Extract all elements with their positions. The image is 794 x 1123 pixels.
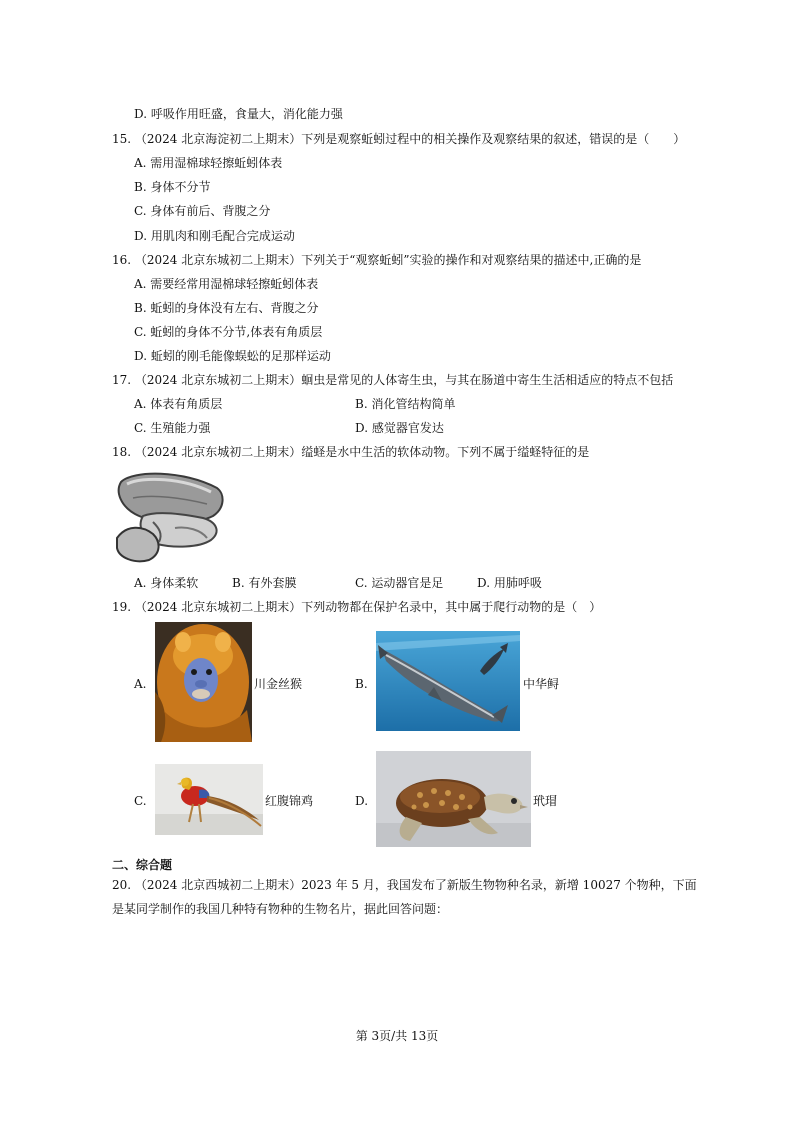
section-title-comprehensive: 二、综合题	[112, 858, 173, 872]
q15-option-b: B. 身体不分节	[134, 180, 211, 194]
q17-option-a: A. 体表有角质层	[134, 397, 223, 411]
page-footer: 第 3页/共 13页	[355, 1029, 439, 1043]
q18-option-d: D. 用肺呼吸	[477, 576, 542, 590]
q19-option-b-label: 中华鲟	[523, 677, 560, 691]
q17-option-b: B. 消化管结构简单	[355, 397, 456, 411]
q19-option-c-letter: C.	[134, 794, 147, 808]
hawksbill-turtle-image	[376, 751, 531, 847]
chinese-sturgeon-image	[376, 631, 520, 731]
q20-stem-line2: 是某同学制作的我国几种特有物种的生物名片，据此回答问题：	[112, 902, 449, 916]
q16-stem: 16. （2024 北京东城初二上期末）下列关于“观察蚯蚓”实验的操作和对观察结果的描述中,正确的是	[112, 253, 642, 267]
q15-stem: 15. （2024 北京海淀初二上期末）下列是观察蚯蚓过程中的相关操作及观察结果的叙述，错误的是（ ）	[112, 132, 686, 146]
q19-option-a-letter: A.	[134, 677, 147, 691]
q19-option-b-letter: B.	[355, 677, 368, 691]
q18-option-c: C. 运动器官是足	[355, 576, 444, 590]
q15-option-c: C. 身体有前后、背腹之分	[134, 204, 271, 218]
q16-option-c: C. 蚯蚓的身体不分节,体表有角质层	[134, 325, 323, 339]
golden-pheasant-image	[155, 764, 263, 835]
q19-option-c-label: 红腹锦鸡	[265, 794, 314, 808]
q17-option-c: C. 生殖能力强	[134, 421, 211, 435]
q19-option-d-label: 玳瑁	[533, 794, 558, 808]
razor-clam-image	[113, 468, 227, 564]
q18-option-a: A. 身体柔软	[134, 576, 199, 590]
q18-stem: 18. （2024 北京东城初二上期末）缢蛏是水中生活的软体动物。下列不属于缢蛏特征的是	[112, 445, 590, 459]
q16-option-b: B. 蚯蚓的身体没有左右、背腹之分	[134, 301, 319, 315]
q20-stem-line1: 20. （2024 北京西城初二上期末）2023 年 5 月，我国发布了新版生物物种名录，新增 10027 个物种，下面	[112, 878, 697, 892]
q18-option-b: B. 有外套膜	[232, 576, 297, 590]
q16-option-d: D. 蚯蚓的刚毛能像蜈蚣的足那样运动	[134, 349, 331, 363]
q14-option-d: D. 呼吸作用旺盛，食量大，消化能力强	[134, 107, 343, 121]
q15-option-a: A. 需用湿棉球轻擦蚯蚓体表	[134, 156, 283, 170]
q17-stem: 17. （2024 北京东城初二上期末）蛔虫是常见的人体寄生虫，与其在肠道中寄生生活相适应的特点不包括	[112, 373, 674, 387]
q19-stem: 19. （2024 北京东城初二上期末）下列动物都在保护名录中，其中属于爬行动物的是（ ）	[112, 600, 602, 614]
q15-option-d: D. 用肌肉和刚毛配合完成运动	[134, 229, 295, 243]
q19-option-d-letter: D.	[355, 794, 369, 808]
q16-option-a: A. 需要经常用湿棉球轻擦蚯蚓体表	[134, 277, 319, 291]
golden-monkey-image	[155, 622, 252, 742]
q19-option-a-label: 川金丝猴	[254, 677, 303, 691]
q17-option-d: D. 感觉器官发达	[355, 421, 444, 435]
